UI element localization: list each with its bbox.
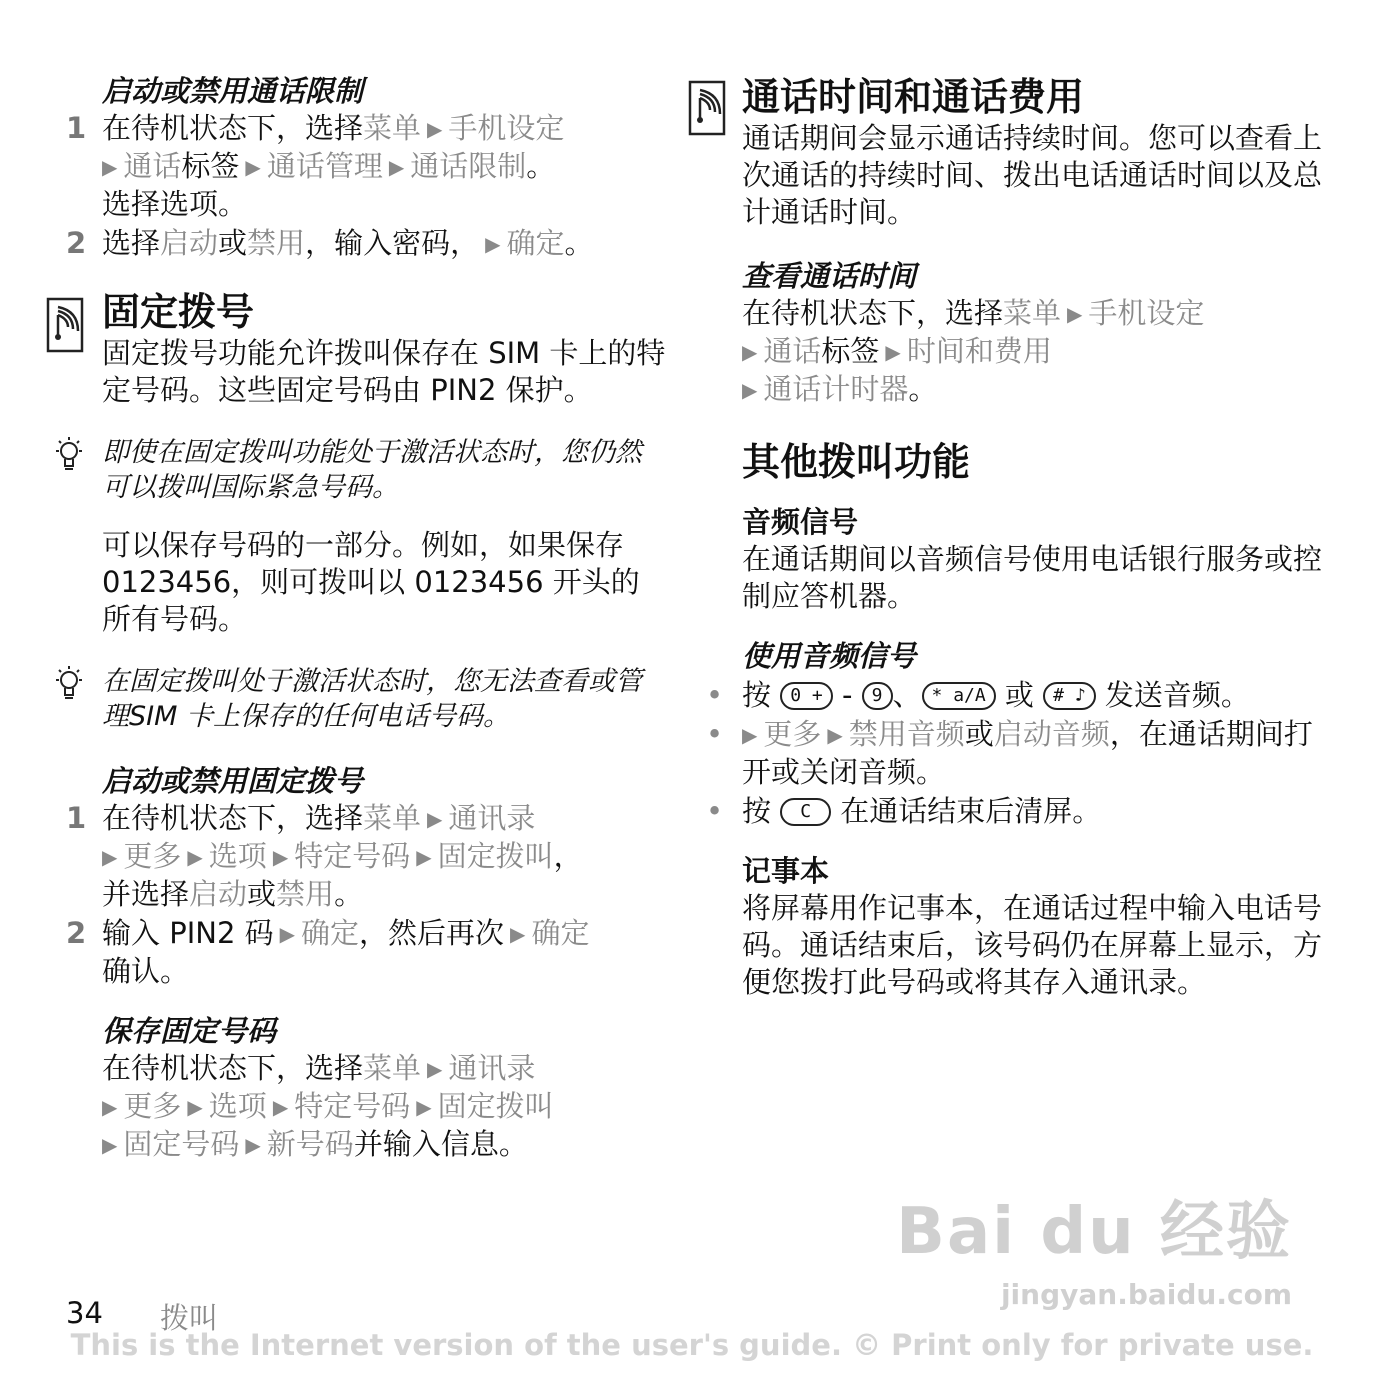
- arrow-icon: ▶: [272, 845, 289, 869]
- arrow-icon: ▶: [827, 723, 843, 747]
- arrow-icon: ▶: [416, 845, 432, 869]
- arrow-icon: ▶: [885, 340, 901, 364]
- arrow-icon: ▶: [187, 1095, 203, 1119]
- step-number: 2: [66, 226, 87, 260]
- arrow-icon: ▶: [1067, 302, 1083, 326]
- arrow-icon: ▶: [416, 1095, 432, 1119]
- arrow-icon: ▶: [742, 723, 758, 747]
- footer-disclaimer: This is the Internet version of the user's guide. © Print only for private use.: [70, 1328, 1314, 1362]
- key-c-icon: C: [780, 798, 831, 826]
- key-hash-icon: # ♪: [1043, 682, 1096, 710]
- key-0-icon: 0 +: [780, 682, 833, 710]
- watermark-url: jingyan.baidu.com: [1000, 1278, 1292, 1311]
- watermark-logo: Bai du 经验: [896, 1195, 1292, 1269]
- subheading-save-fixed-number: 保存固定号码: [102, 1014, 277, 1048]
- arrow-icon: ▶: [427, 807, 443, 831]
- list-item: • ▶ 更多 ▶ 禁用音频或启动音频，在通话期间打开或关闭音频。: [706, 717, 1313, 789]
- section-call-time-cost: [686, 74, 1326, 231]
- tip-note: 即使在固定拨叫功能处于激活状态时，您仍然可以拨叫国际紧急号码。: [66, 435, 666, 505]
- paragraph: 在待机状态下，选择菜单 ▶ 通讯录 ▶ 更多 ▶ 选项 ▶ 特定号码 ▶ 固定拨叫 ▶ 固定号码 ▶ 新号码并输入信息。: [66, 1050, 666, 1164]
- arrow-icon: ▶: [485, 232, 501, 256]
- network-service-icon: [688, 80, 726, 136]
- bullet-icon: •: [706, 717, 724, 751]
- network-service-icon: [46, 297, 84, 353]
- baidu-watermark: [896, 1180, 1292, 1311]
- arrow-icon: ▶: [102, 1133, 118, 1157]
- subheading-notepad: 记事本: [742, 854, 830, 888]
- right-column: [686, 74, 1326, 1001]
- subsection-notepad: [686, 852, 1326, 1001]
- step-2: 2 选择启动或禁用，输入密码， ▶ 确定。: [66, 225, 666, 263]
- subsection-view-call-time: [686, 257, 1326, 409]
- paragraph: 在待机状态下，选择菜单 ▶ 手机设定 ▶ 通话标签 ▶ 时间和费用 ▶ 通话计时器。: [742, 295, 1326, 409]
- paragraph: 可以保存号码的一部分。例如，如果保存 0123456，则可拨叫以 0123456 开头的所有号码。: [102, 528, 640, 636]
- bullet-icon: •: [706, 794, 724, 828]
- lightbulb-tip-icon: [52, 664, 86, 706]
- left-column: [66, 72, 666, 1164]
- arrow-icon: ▶: [427, 1057, 443, 1081]
- arrow-icon: ▶: [187, 845, 203, 869]
- section-title: 其他拨叫功能: [742, 440, 971, 484]
- paragraph: 在通话期间以音频信号使用电话银行服务或控制应答机器。: [742, 542, 1323, 613]
- subheading: 查看通话时间: [742, 259, 917, 293]
- arrow-icon: ▶: [388, 155, 405, 179]
- arrow-icon: ▶: [427, 117, 443, 141]
- arrow-icon: ▶: [279, 922, 296, 946]
- step-2: 2 输入 PIN2 码 ▶ 确定，然后再次 ▶ 确定 确认。: [66, 916, 590, 988]
- tip-note: 在固定拨叫处于激活状态时，您无法查看或管理SIM 卡上保存的任何电话号码。: [66, 664, 666, 734]
- arrow-icon: ▶: [102, 155, 118, 179]
- paragraph: 将屏幕用作记事本，在通话过程中输入电话号码。通话结束后，该号码仍在屏幕上显示，方便您拨打此号码或将其存入通讯录。: [742, 891, 1323, 999]
- subheading-call-barring: 启动或禁用通话限制: [102, 74, 364, 108]
- list-item: • 按 0 + - 9 、 * a/A 或 # ♪ 发送音频。: [706, 678, 1250, 712]
- arrow-icon: ▶: [742, 378, 758, 402]
- arrow-icon: ▶: [245, 155, 261, 179]
- section-fixed-dialing: [66, 289, 666, 409]
- section-body: 通话期间会显示通话持续时间。您可以查看上次通话的持续时间、拨出电话通话时间以及总计通话时间。: [742, 121, 1323, 229]
- key-9-icon: 9: [862, 682, 893, 710]
- subheading-dtmf: 音频信号: [742, 505, 859, 539]
- arrow-icon: ▶: [272, 1095, 289, 1119]
- section-title: 固定拨号: [102, 290, 255, 334]
- footer-section-name: 拨叫: [160, 1301, 219, 1335]
- arrow-icon: ▶: [102, 1095, 118, 1119]
- arrow-icon: ▶: [245, 1133, 261, 1157]
- section-title: 通话时间和通话费用: [742, 75, 1085, 119]
- key-star-icon: * a/A: [922, 682, 996, 710]
- step-1: 1 在待机状态下，选择菜单 ▶ 通讯录 ▶ 更多 ▶ 选项 ▶ 特定号码 ▶ 固定拨叫， 并选择启动或禁用。: [66, 801, 583, 911]
- arrow-icon: ▶: [102, 845, 118, 869]
- subheading-enable-fixed-dialing: 启动或禁用固定拨号: [102, 764, 364, 798]
- step-number: 1: [66, 111, 87, 145]
- page-number: 34: [66, 1296, 103, 1330]
- section-body: 固定拨号功能允许拨叫保存在 SIM 卡上的特定号码。这些固定号码由 PIN2 保护。: [102, 336, 666, 407]
- step-number: 2: [66, 916, 87, 950]
- bullet-icon: •: [706, 678, 724, 712]
- arrow-icon: ▶: [510, 922, 526, 946]
- lightbulb-tip-icon: [52, 435, 86, 477]
- section-other-call-functions: [686, 439, 1326, 675]
- list-item: • 按 C 在通话结束后清屏。: [706, 794, 1102, 828]
- subheading-use-dtmf: 使用音频信号: [742, 639, 917, 673]
- arrow-icon: ▶: [742, 340, 758, 364]
- step-number: 1: [66, 801, 87, 835]
- step-1: 1 在待机状态下，选择菜单 ▶ 手机设定 ▶ 通话标签 ▶ 通话管理 ▶ 通话限制。 选择选项。: [66, 111, 565, 221]
